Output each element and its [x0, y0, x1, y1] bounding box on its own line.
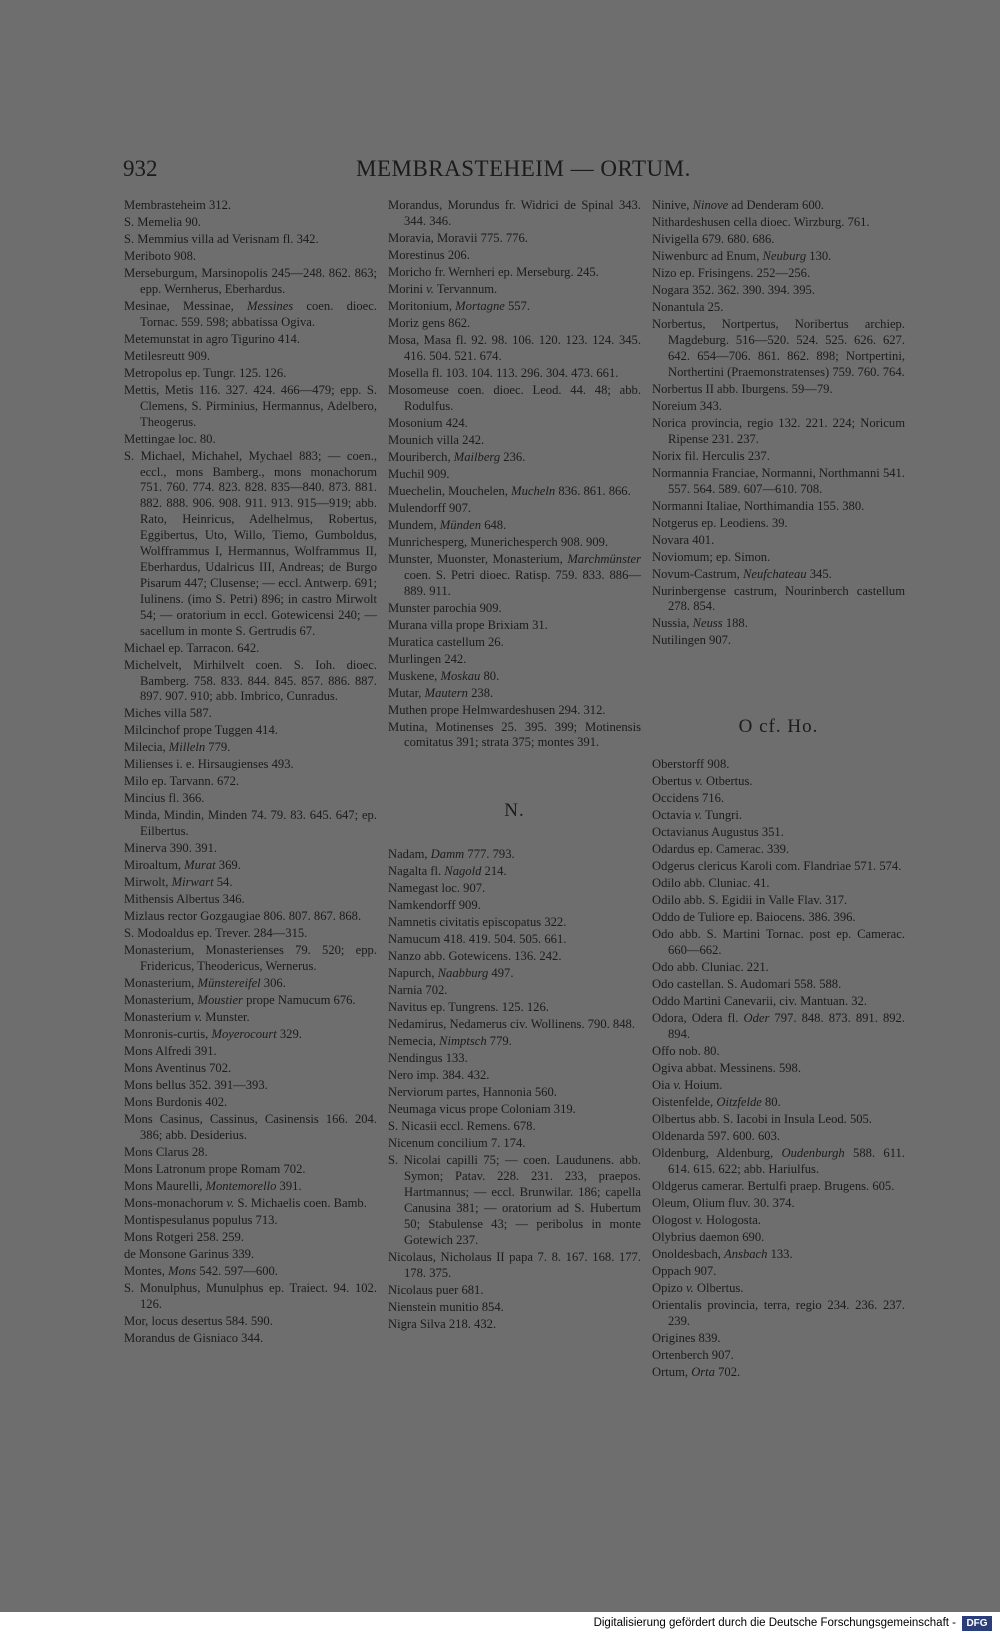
- entry-list: [652, 198, 905, 649]
- index-entry: Ortenberch 907.: [652, 1347, 734, 1362]
- index-entry: Occidens 716.: [652, 791, 725, 806]
- index-entry: Morandus, Morundus fr. Widrici de Spinal 343. 344. 346.: [388, 198, 641, 228]
- index-entry: Mincius fl. 366.: [124, 791, 205, 806]
- index-entry: Nigra Silva 218. 432.: [388, 1316, 497, 1331]
- index-entry: Nizo ep. Frisingens. 252—256.: [652, 266, 811, 280]
- index-entry: Nicolaus puer 681.: [388, 1282, 484, 1297]
- index-entry: Muratica castellum 26.: [388, 634, 504, 649]
- index-entry: Metropolus ep. Tungr. 125. 126.: [124, 365, 287, 380]
- index-entry: Normannia Franciae, Normanni, Northmanni 541. 557. 564. 589. 607—610. 708.: [652, 465, 905, 496]
- index-entry: Montispesulanus populus 713.: [124, 1213, 278, 1228]
- index-entry: Munrichesperg, Munerichesperch 908. 909.: [388, 534, 609, 549]
- index-entry: Ogiva abbat. Messinens. 598.: [652, 1061, 802, 1076]
- index-entry: S. Michael, Michahel, Mychael 883; — coen., eccl., mons Bamberg., mons monachorum 751. 760. 774. 823. 828. 835—840. 873. 881. 882. 888. 906. 908. 911. 913. 915—919; abb. Rato, Heinricus, Adelhelmus, Robertus, Eggibertus, Uto, Willo, Tiemo, Gumboldus, Wolfframmus I, Hermannus, Wolframmus II, Eberhardus, Udalricus III, Andreas; de Burgo Pisarum 447; Clusense; — eccl. Antwerp. 691; Iulinens. (imo S. Petri) 896; in castro Mirwolt 54; — oratorium in eccl. Gotewicensi 240; — sacellum in monte S. Gertrudis 67.: [124, 448, 377, 638]
- index-entry: Mettis, Metis 116. 327. 424. 466—479; epp. S. Clemens, S. Pirminius, Hermannus, Adelbero, Theogerus.: [124, 382, 377, 429]
- index-entry: Norbertus II abb. Iburgens. 59—79.: [652, 381, 833, 396]
- index-entry: Monronis-curtis, Moyerocourt 329.: [124, 1027, 302, 1042]
- index-entry: Moravia, Moravii 775. 776.: [388, 230, 528, 245]
- index-entry: Mons Clarus 28.: [124, 1145, 208, 1160]
- index-entry: Odilo abb. Cluniac. 41.: [652, 876, 770, 891]
- index-entry: Metilesreutt 909.: [124, 348, 211, 363]
- index-entry: Miroaltum, Murat 369.: [124, 858, 241, 873]
- index-entry: Milcinchof prope Tuggen 414.: [124, 723, 278, 738]
- index-entry: Moricho fr. Wernheri ep. Merseburg. 245.: [388, 264, 599, 279]
- index-entry: S. Nicasii eccl. Remens. 678.: [388, 1119, 536, 1134]
- index-entry: Oddo de Tuliore ep. Baiocens. 386. 396.: [652, 910, 856, 925]
- index-entry: Nicenum concilium 7. 174.: [388, 1136, 526, 1151]
- index-entry: Mons-monachorum v. S. Michaelis coen. Bamb.: [124, 1196, 367, 1211]
- index-entry: Noviomum; ep. Simon.: [652, 549, 771, 564]
- index-entry: Minerva 390. 391.: [124, 841, 218, 856]
- index-entry: Milienses i. e. Hirsaugienses 493.: [124, 757, 294, 772]
- index-entry: Mesinae, Messinae, Messines coen. dioec. Tornac. 559. 598; abbatissa Ogiva.: [124, 298, 378, 329]
- index-entry: Namkendorff 909.: [388, 898, 481, 913]
- index-entry: Orientalis provincia, terra, regio 234. 236. 237. 239.: [652, 1297, 905, 1328]
- index-entry: Oldgerus camerar. Bertulfi praep. Brugens. 605.: [652, 1178, 895, 1193]
- section-entry-list: [652, 757, 905, 1381]
- index-entry: Mundem, Münden 648.: [388, 517, 507, 532]
- footer-bar: [0, 1612, 1000, 1636]
- index-entry: Olybrius daemon 690.: [652, 1229, 765, 1244]
- index-entry: Montes, Mons 542. 597—600.: [124, 1264, 278, 1279]
- index-entry: Mons Alfredi 391.: [124, 1044, 217, 1059]
- index-entry: Oppach 907.: [652, 1263, 717, 1278]
- index-entry: Norix fil. Herculis 237.: [652, 448, 770, 463]
- index-entry: Miches villa 587.: [124, 706, 212, 721]
- index-entry: Nadam, Damm 777. 793.: [388, 847, 515, 862]
- index-entry: Monasterium, Moustier prope Namucum 676.: [124, 993, 356, 1008]
- index-entry: Michelvelt, Mirhilvelt coen. S. Ioh. dioec. Bamberg. 758. 833. 844. 845. 857. 886. 887. 897. 907. 910; abb. Imbrico, Cunradus.: [124, 657, 377, 704]
- index-entry: Napurch, Naabburg 497.: [388, 966, 514, 981]
- section-heading: O cf. Ho.: [738, 716, 819, 738]
- index-entry: Normanni Italiae, Northimandia 155. 380.: [652, 498, 865, 513]
- index-entry: Nicolaus, Nicholaus II papa 7. 8. 167. 168. 177. 178. 375.: [388, 1249, 641, 1280]
- index-entry: Mosonium 424.: [388, 415, 468, 430]
- index-entry: Mulendorff 907.: [388, 500, 472, 515]
- index-entry: S. Memelia 90.: [124, 215, 201, 229]
- index-entry: Nerviorum partes, Hannonia 560.: [388, 1085, 557, 1100]
- footer-credit: Digitalisierung gefördert durch die Deutsche Forschungsgemeinschaft -: [593, 1617, 956, 1629]
- section-heading: N.: [504, 800, 525, 822]
- entry-list: [124, 198, 377, 1347]
- index-entry: Moritonium, Mortagne 557.: [388, 298, 531, 313]
- index-entry: Mutar, Mautern 238.: [388, 685, 494, 700]
- index-entry: de Monsone Garinus 339.: [124, 1247, 255, 1262]
- index-entry: Nonantula 25.: [652, 300, 724, 314]
- index-entry: Metemunstat in agro Tigurino 414.: [124, 331, 300, 346]
- index-entry: Mons Maurelli, Montemorello 391.: [124, 1179, 302, 1194]
- index-entry: Monasterium v. Munster.: [124, 1010, 250, 1025]
- index-entry: Meriboto 908.: [124, 249, 197, 263]
- index-entry: Odo castellan. S. Audomari 558. 588.: [652, 977, 842, 992]
- index-entry: Odgerus clericus Karoli com. Flandriae 571. 574.: [652, 859, 902, 874]
- index-entry: Narnia 702.: [388, 983, 448, 998]
- index-entry: Oddo Martini Canevarii, civ. Mantuan. 32.: [652, 994, 867, 1009]
- index-entry: Notgerus ep. Leodiens. 39.: [652, 515, 788, 530]
- index-entry: S. Monulphus, Munulphus ep. Traiect. 94. 102. 126.: [124, 1281, 377, 1312]
- index-column-2: [388, 198, 641, 1334]
- index-entry: Namucum 418. 419. 504. 505. 661.: [388, 932, 567, 947]
- index-entry: Nivigella 679. 680. 686.: [652, 232, 775, 246]
- index-entry: Mons Rotgeri 258. 259.: [124, 1230, 244, 1245]
- index-entry: Moriz gens 862.: [388, 315, 471, 330]
- index-entry: Mounich villa 242.: [388, 432, 485, 447]
- index-entry: Nero imp. 384. 432.: [388, 1068, 490, 1083]
- index-entry: Mons Casinus, Cassinus, Casinensis 166. 204. 386; abb. Desiderius.: [124, 1112, 377, 1143]
- index-entry: Obertus v. Otbertus.: [652, 774, 753, 789]
- index-entry: Odo abb. S. Martini Tornac. post ep. Camerac. 660—662.: [652, 927, 905, 958]
- section-entry-list: [388, 847, 641, 1332]
- index-entry: Oldenarda 597. 600. 603.: [652, 1129, 781, 1144]
- index-entry: Oistenfelde, Oitzfelde 80.: [652, 1095, 781, 1110]
- index-entry: Niwenburc ad Enum, Neuburg 130.: [652, 249, 832, 263]
- index-entry: Murana villa prope Brixiam 31.: [388, 617, 548, 632]
- index-entry: Nurinbergense castrum, Nourinberch castellum 278. 854.: [652, 583, 905, 614]
- index-entry: Nemecia, Nimptsch 779.: [388, 1034, 512, 1049]
- index-column-3: [652, 198, 905, 1382]
- index-entry: Mutina, Motinenses 25. 395. 399; Motinensis comitatus 391; strata 375; montes 391.: [388, 719, 641, 750]
- index-entry: Mizlaus rector Gozgaugiae 806. 807. 867. 868.: [124, 909, 362, 924]
- index-entry: Mettingae loc. 80.: [124, 431, 216, 446]
- index-entry: Mosella fl. 103. 104. 113. 296. 304. 473. 661.: [388, 365, 619, 380]
- index-entry: Navitus ep. Tungrens. 125. 126.: [388, 1000, 549, 1015]
- index-entry: Nithardeshusen cella dioec. Wirzburg. 761.: [652, 215, 870, 229]
- entry-list: [388, 198, 641, 751]
- index-entry: Oberstorff 908.: [652, 757, 730, 772]
- index-entry: Odardus ep. Camerac. 339.: [652, 842, 790, 857]
- index-entry: Namegast loc. 907.: [388, 881, 486, 896]
- index-entry: Nendingus 133.: [388, 1051, 468, 1066]
- index-entry: Nagalta fl. Nagold 214.: [388, 864, 507, 879]
- index-entry: Neumaga vicus prope Coloniam 319.: [388, 1102, 576, 1117]
- index-entry: S. Nicolai capilli 75; — coen. Laudunens. abb. Symon; Patav. 228. 231. 233, praepos. Hartmannus; — eccl. Brunwilar. 186; capella Canusina 381; — oratorium ad S. Hubertum 50; Stabulense 43; — peribolus in monte Gotewich 237.: [388, 1153, 641, 1247]
- index-entry: S. Modoaldus ep. Trever. 284—315.: [124, 926, 308, 941]
- index-entry: S. Memmius villa ad Verisnam fl. 342.: [124, 232, 319, 246]
- index-entry: Munster, Muonster, Monasterium, Marchmünster coen. S. Petri dioec. Ratisp. 759. 833. 886—889. 911.: [388, 551, 641, 598]
- index-entry: Munster parochia 909.: [388, 600, 502, 615]
- index-entry: Mor, locus desertus 584. 590.: [124, 1314, 273, 1329]
- index-entry: Opizo v. Olbertus.: [652, 1280, 744, 1295]
- index-column-1: [124, 198, 377, 1348]
- index-entry: Noreium 343.: [652, 398, 722, 413]
- index-entry: Mosa, Masa fl. 92. 98. 106. 120. 123. 124. 345. 416. 504. 521. 674.: [388, 332, 641, 363]
- index-entry: Ologost v. Hologosta.: [652, 1212, 761, 1227]
- index-entry: Monasterium, Münstereifel 306.: [124, 976, 286, 991]
- index-entry: Norica provincia, regio 132. 221. 224; Noricum Ripense 231. 237.: [652, 415, 905, 446]
- index-entry: Monasterium, Monasterienses 79. 520; epp. Fridericus, Theodericus, Wernerus.: [124, 943, 377, 974]
- index-entry: Namnetis civitatis episcopatus 322.: [388, 915, 567, 930]
- index-entry: Novum-Castrum, Neufchateau 345.: [652, 566, 832, 581]
- index-entry: Oldenburg, Aldenburg, Oudenburgh 588. 611. 614. 615. 622; abb. Hariulfus.: [652, 1146, 905, 1176]
- index-entry: Merseburgum, Marsinopolis 245—248. 862. 863; epp. Wernherus, Eberhardus.: [124, 266, 377, 296]
- index-entry: Nogara 352. 362. 390. 394. 395.: [652, 283, 815, 297]
- index-entry: Octavia v. Tungri.: [652, 808, 743, 823]
- index-entry: Murlingen 242.: [388, 651, 467, 666]
- index-entry: Muthen prope Helmwardeshusen 294. 312.: [388, 702, 606, 717]
- index-entry: Milecia, Milleln 779.: [124, 740, 231, 755]
- index-entry: Nanzo abb. Gotewicens. 136. 242.: [388, 949, 562, 964]
- index-entry: Octavianus Augustus 351.: [652, 825, 784, 840]
- index-entry: Nedamirus, Nedamerus civ. Wollinens. 790. 848.: [388, 1017, 635, 1032]
- index-entry: Norbertus, Nortpertus, Noribertus archiep. Magdeburg. 516—520. 524. 525. 626. 627. 642. 654—706. 861. 862. 898; Nortpertini, Northertini (Praemonstratenses) 759. 760. 764.: [652, 317, 905, 379]
- index-entry: Mirwolt, Mirwart 54.: [124, 875, 233, 890]
- index-entry: Origines 839.: [652, 1330, 721, 1345]
- index-entry: Oia v. Hoium.: [652, 1078, 723, 1093]
- index-entry: Membrasteheim 312.: [124, 198, 232, 212]
- index-entry: Mons Aventinus 702.: [124, 1061, 232, 1076]
- index-entry: Mons Latronum prope Romam 702.: [124, 1162, 306, 1177]
- index-entry: Morandus de Gisniaco 344.: [124, 1331, 264, 1346]
- index-entry: Morini v. Tervannum.: [388, 281, 498, 296]
- index-entry: Nutilingen 907.: [652, 633, 732, 648]
- index-entry: Onoldesbach, Ansbach 133.: [652, 1246, 793, 1261]
- index-entry: Mosomeuse coen. dioec. Leod. 44. 48; abb. Rodulfus.: [388, 382, 641, 413]
- index-entry: Olbertus abb. S. Iacobi in Insula Leod. 505.: [652, 1112, 872, 1127]
- index-entry: Odo abb. Cluniac. 221.: [652, 960, 769, 975]
- index-entry: Mons bellus 352. 391—393.: [124, 1078, 268, 1093]
- index-entry: Muchil 909.: [388, 466, 450, 481]
- index-entry: Mouriberch, Mailberg 236.: [388, 449, 526, 464]
- index-entry: Mons Burdonis 402.: [124, 1095, 228, 1110]
- dfg-logo: DFG: [962, 1616, 992, 1631]
- index-entry: Milo ep. Tarvann. 672.: [124, 774, 240, 789]
- index-entry: Muskene, Moskau 80.: [388, 668, 500, 683]
- index-entry: Ortum, Orta 702.: [652, 1364, 741, 1379]
- index-entry: Ninive, Ninove ad Denderam 600.: [652, 198, 825, 212]
- running-head: MEMBRASTEHEIM — ORTUM.: [356, 156, 691, 181]
- index-entry: Oleum, Olium fluv. 30. 374.: [652, 1195, 795, 1210]
- page-number: 932: [123, 156, 158, 181]
- index-entry: Novara 401.: [652, 532, 715, 547]
- index-entry: Odora, Odera fl. Oder 797. 848. 873. 891. 892. 894.: [652, 1011, 905, 1042]
- index-entry: Offo nob. 80.: [652, 1044, 720, 1059]
- index-entry: Morestinus 206.: [388, 247, 470, 262]
- index-entry: Muechelin, Mouchelen, Mucheln 836. 861. 866.: [388, 483, 631, 498]
- index-entry: Mithensis Albertus 346.: [124, 892, 245, 907]
- index-entry: Nienstein munitio 854.: [388, 1299, 504, 1314]
- index-entry: Minda, Mindin, Minden 74. 79. 83. 645. 647; ep. Eilbertus.: [124, 808, 377, 839]
- index-entry: Michael ep. Tarracon. 642.: [124, 640, 260, 655]
- index-entry: Nussia, Neuss 188.: [652, 616, 748, 631]
- index-entry: Odilo abb. S. Egidii in Valle Flav. 317.: [652, 893, 848, 908]
